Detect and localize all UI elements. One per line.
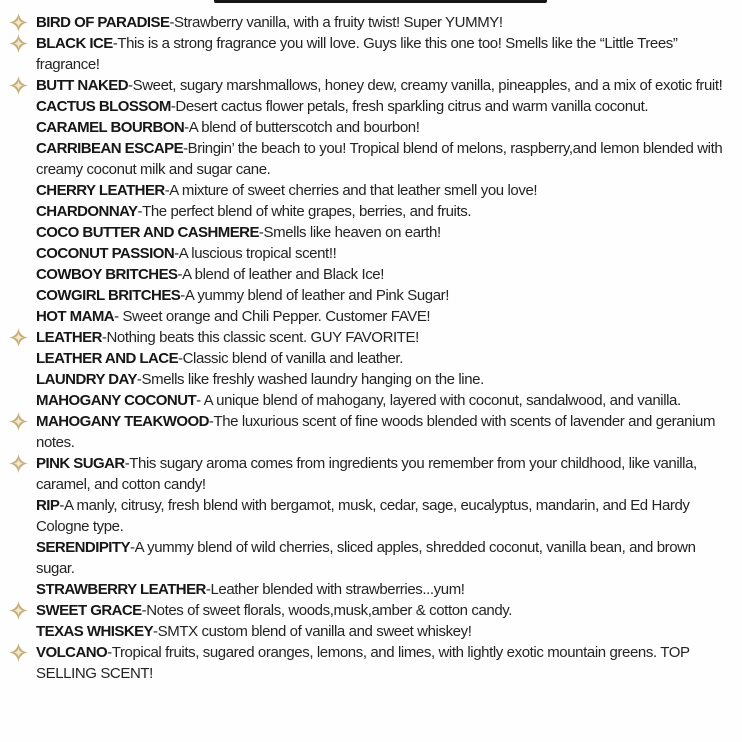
scent-name: CHARDONNAY: [36, 203, 138, 220]
scent-name: BIRD OF PARADISE: [36, 14, 170, 31]
scent-desc: -A manly, citrusy, fresh blend with bergamot, musk, cedar, sage, eucalyptus, mandarin, and Ed Hardy Cologne type.: [36, 497, 690, 535]
scent-name: PINK SUGAR: [36, 455, 125, 472]
scent-name: COWBOY BRITCHES: [36, 266, 178, 283]
scent-desc: -Tropical fruits, sugared oranges, lemons, and limes, with lightly exotic mountain greens. TOP SELLING SCENT!: [36, 644, 690, 682]
scent-name: BLACK ICE: [36, 35, 113, 52]
scent-desc: -Desert cactus flower petals, fresh sparkling citrus and warm vanilla coconut.: [170, 98, 649, 115]
scent-desc: -The luxurious scent of fine woods blended with scents of lavender and geranium notes.: [36, 413, 716, 451]
list-item: [36, 138, 736, 180]
scent-name: SWEET GRACE: [36, 602, 142, 619]
scent-name: CHERRY LEATHER: [36, 182, 165, 199]
scent-desc: -Smells like heaven on earth!: [258, 224, 441, 241]
sparkle-icon: [9, 412, 28, 431]
scent-name: CARAMEL BOURBON: [36, 119, 185, 136]
list-item: [36, 264, 736, 285]
scent-name: LAUNDRY DAY: [36, 371, 137, 388]
scent-name: MAHOGANY TEAKWOOD: [36, 413, 209, 430]
list-item: [36, 180, 736, 201]
list-item: [36, 579, 736, 600]
sparkle-icon: [9, 328, 28, 347]
scent-desc: -This sugary aroma comes from ingredients you remember from your childhood, like vanilla, caramel, and cotton candy!: [36, 455, 697, 493]
sparkle-icon: [9, 76, 28, 95]
sparkle-icon: [9, 454, 28, 473]
scent-name: COWGIRL BRITCHES: [36, 287, 181, 304]
list-item: [36, 33, 736, 75]
scent-desc: -This is a strong fragrance you will love. Guys like this one too! Smells like the “Little Trees” fragrance!: [36, 35, 678, 73]
scent-desc: - A unique blend of mahogany, layered with coconut, sandalwood, and vanilla.: [196, 392, 681, 409]
scent-desc: -Smells like freshly washed laundry hanging on the line.: [136, 371, 484, 388]
scent-desc: -Nothing beats this classic scent. GUY FAVORITE!: [101, 329, 419, 346]
sparkle-icon: [9, 13, 28, 32]
scent-name: CARRIBEAN ESCAPE: [36, 140, 184, 157]
scent-desc: -Leather blended with strawberries...yum!: [205, 581, 465, 598]
sparkle-icon: [9, 601, 28, 620]
list-item: [36, 369, 736, 390]
scent-desc: -Strawberry vanilla, with a fruity twist! Super YUMMY!: [169, 14, 503, 31]
scent-name: STRAWBERRY LEATHER: [36, 581, 206, 598]
scent-desc: -A yummy blend of wild cherries, sliced apples, shredded coconut, vanilla bean, and brown sugar.: [36, 539, 696, 577]
scent-desc: -A blend of leather and Black Ice!: [177, 266, 385, 283]
list-item: [36, 285, 736, 306]
scent-desc: -A yummy blend of leather and Pink Sugar!: [180, 287, 450, 304]
list-item: [36, 495, 736, 537]
scent-name: SERENDIPITY: [36, 539, 130, 556]
scent-desc: -A luscious tropical scent!!: [174, 245, 337, 262]
scent-desc: - Sweet orange and Chili Pepper. Customer FAVE!: [114, 308, 431, 325]
scent-name: LEATHER AND LACE: [36, 350, 179, 367]
scent-name: BUTT NAKED: [36, 77, 128, 94]
scent-name: VOLCANO: [36, 644, 108, 661]
scent-name: COCONUT PASSION: [36, 245, 175, 262]
scent-desc: -Classic blend of vanilla and leather.: [178, 350, 403, 367]
scent-name: TEXAS WHISKEY: [36, 623, 154, 640]
scent-list: [0, 12, 742, 684]
list-item: [36, 390, 736, 411]
list-item: [36, 243, 736, 264]
list-item: [36, 348, 736, 369]
list-item: [36, 621, 736, 642]
scent-name: CACTUS BLOSSOM: [36, 98, 171, 115]
list-item: [36, 201, 736, 222]
scent-desc: -A blend of butterscotch and bourbon!: [184, 119, 420, 136]
list-item: [36, 537, 736, 579]
list-item: [36, 453, 736, 495]
list-item: [36, 12, 736, 33]
sparkle-icon: [9, 34, 28, 53]
scent-name: COCO BUTTER AND CASHMERE: [36, 224, 259, 241]
scent-desc: -SMTX custom blend of vanilla and sweet whiskey!: [153, 623, 472, 640]
list-item: [36, 75, 736, 96]
top-edge-bar: [214, 0, 547, 3]
scent-name: HOT MAMA: [36, 308, 115, 325]
list-item: [36, 642, 736, 684]
list-item: [36, 96, 736, 117]
list-item: [36, 327, 736, 348]
scent-desc: -Notes of sweet florals, woods,musk,amber & cotton candy.: [141, 602, 513, 619]
scent-name: RIP: [36, 497, 60, 514]
list-item: [36, 600, 736, 621]
list-item: [36, 117, 736, 138]
scent-desc: -A mixture of sweet cherries and that leather smell you love!: [164, 182, 538, 199]
scent-name: MAHOGANY COCONUT: [36, 392, 197, 409]
scent-name: LEATHER: [36, 329, 102, 346]
list-item: [36, 306, 736, 327]
sparkle-icon: [9, 643, 28, 662]
scent-desc: -Bringin’ the beach to you! Tropical blend of melons, raspberry,and lemon blended with creamy coconut milk and sugar cane.: [36, 140, 723, 178]
scent-desc: -Sweet, sugary marshmallows, honey dew, creamy vanilla, pineapples, and a mix of exotic fruit!: [128, 77, 723, 94]
scent-desc: -The perfect blend of white grapes, berries, and fruits.: [137, 203, 472, 220]
list-item: [36, 222, 736, 243]
list-item: [36, 411, 736, 453]
